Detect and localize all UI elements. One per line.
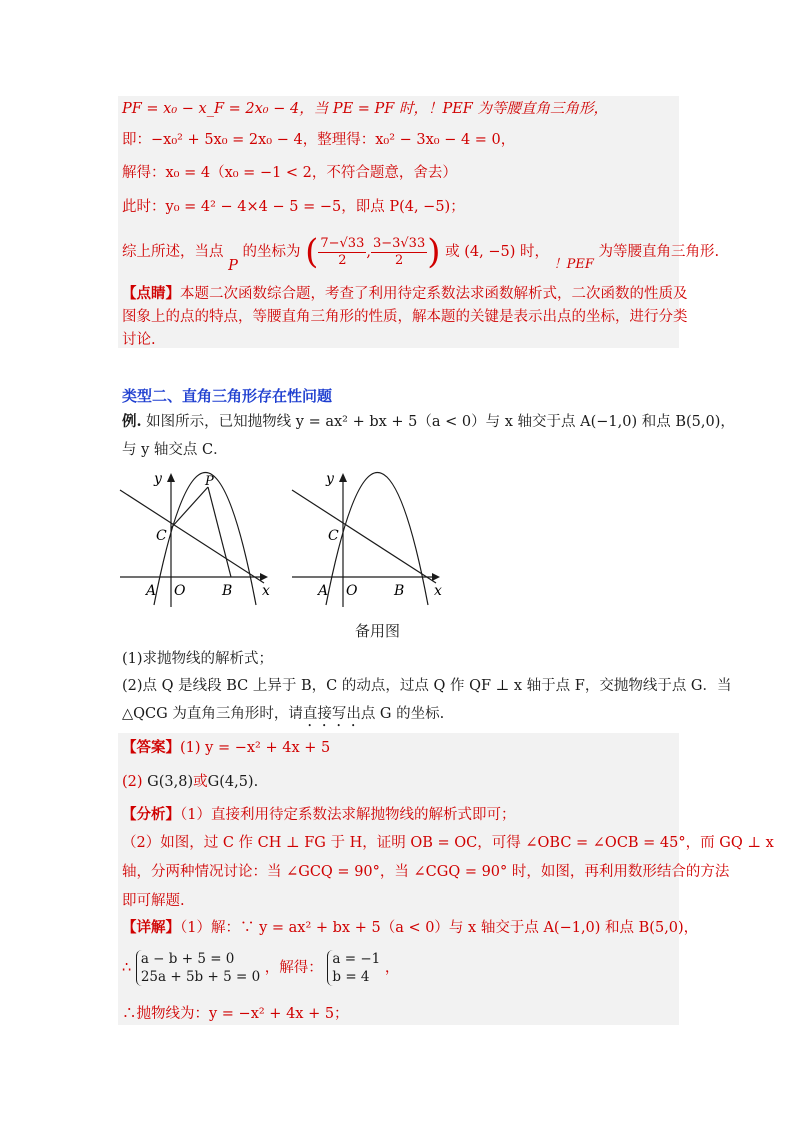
parabola-figure-backup	[290, 465, 450, 610]
question-2-text-a: △QCG 为直角三角形时，请	[122, 706, 303, 722]
example-label: 例.	[122, 413, 142, 430]
solution-line-4: 此时：y₀ = 4² − 4×4 − 5 = −5，即点 P(4, −5)；	[122, 199, 465, 215]
right-paren: )	[427, 232, 441, 272]
point-b: B	[222, 583, 233, 599]
x-axis-arrow	[260, 573, 268, 581]
analysis-label: 【分析】	[122, 806, 180, 823]
answer-line-1	[122, 739, 330, 757]
emphasis-text: 直接写出	[302, 706, 361, 722]
fraction-1-denominator: 2	[338, 252, 347, 268]
analysis-line-4: 即可解题.	[122, 893, 185, 909]
parabola-curve	[326, 473, 428, 606]
analysis-line-3: 轴，分两种情况讨论：当 ∠GCQ = 90°，当 ∠CGQ = 90° 时，如图，再利用数形结合的方法	[122, 864, 730, 880]
point-p: P	[205, 474, 214, 489]
point-p-label: P	[228, 258, 238, 274]
origin-o: O	[346, 583, 358, 599]
comma: ,	[366, 244, 371, 260]
detail-text-1: （1）解：∵ y = ax² + bx + 5（a < 0）与 x 轴交于点 A(−1,0) 和点 B(5,0)，	[180, 920, 699, 936]
question-2-line-2	[122, 705, 444, 730]
problem-line-1	[122, 413, 735, 431]
x-axis-label: x	[262, 583, 270, 599]
x-axis-arrow	[432, 573, 440, 581]
note-text-1: 本题二次函数综合题，考查了利用待定系数法求函数解析式，二次函数的性质及	[180, 286, 688, 302]
conclusion-point-2: (4, −5)	[464, 244, 516, 260]
point-a: A	[318, 583, 329, 599]
parabola-curve	[154, 473, 256, 606]
point-b: B	[394, 583, 405, 599]
system-2-eq-2: b = 4	[332, 969, 370, 985]
equation-system-2	[327, 950, 380, 986]
conclusion-text-e: 时，	[519, 244, 549, 260]
equation-system-1	[136, 950, 260, 986]
y-axis-label: y	[154, 471, 162, 487]
detail-line-3: ∴抛物线为：y = −x² + 4x + 5；	[122, 1006, 349, 1022]
answer-part-1: (1) y = −x² + 4x + 5	[180, 740, 331, 756]
solution-line-2: 即：−x₀² + 5x₀ = 2x₀ − 4，整理得：x₀² − 3x₀ − 4 = 0，	[122, 132, 516, 148]
detail-label: 【详解】	[122, 919, 180, 936]
y-axis-arrow	[167, 473, 175, 482]
answer-period: .	[253, 774, 259, 790]
system-1-eq-1: a − b + 5 = 0	[140, 951, 235, 967]
segment-cp	[171, 487, 208, 528]
segment-pb	[208, 487, 231, 577]
note-line-1	[122, 285, 688, 303]
solve-text: ，解得：	[264, 960, 323, 976]
detail-comma: ，	[384, 960, 400, 976]
fraction-2-denominator: 2	[394, 252, 404, 268]
triangle-label: ！PEF	[553, 257, 594, 272]
y-axis-arrow	[339, 473, 347, 482]
analysis-text-1: （1）直接利用待定系数法求解抛物线的解析式即可；	[180, 807, 516, 823]
fraction-1-numerator: 7−√33	[320, 235, 365, 251]
answer-part-2-prefix: (2)	[122, 774, 148, 790]
detail-line-1	[122, 919, 698, 937]
detail-line-2	[122, 950, 399, 992]
problem-line-2: 与 y 轴交点 C．	[122, 442, 228, 458]
point-a: A	[146, 583, 157, 599]
conclusion-or: 或	[445, 244, 460, 260]
fraction-2-numerator: 3−3√33	[372, 235, 426, 251]
problem-text-1: 如图所示，已知抛物线 y = ax² + bx + 5（a < 0）与 x 轴交于点 A(−1,0) 和点 B(5,0)，	[146, 414, 735, 430]
analysis-line-1	[122, 806, 515, 824]
fraction-1	[318, 236, 366, 269]
question-2-text-b: 点 G 的坐标.	[360, 706, 445, 722]
y-axis-label: y	[326, 471, 334, 487]
therefore-symbol: ∴	[122, 960, 132, 976]
conclusion-text-a: 综上所述，当点	[122, 244, 224, 260]
answer-label: 【答案】	[122, 739, 180, 756]
system-1-eq-2: 25a + 5b + 5 = 0	[140, 969, 261, 985]
analysis-line-2: （2）如图，过 C 作 CH ⊥ FG 于 H，证明 OB = OC，可得 ∠OBC = ∠OCB = 45°，而 GQ ⊥ x	[122, 835, 774, 851]
conclusion-text-b: 的坐标为	[242, 244, 301, 260]
solution-line-3: 解得：x₀ = 4（x₀ = −1 < 2，不符合题意，舍去）	[122, 165, 457, 181]
system-2-eq-1: a = −1	[332, 951, 381, 967]
left-paren: (	[305, 232, 319, 272]
question-2-line-1: (2)点 Q 是线段 BC 上异于 B，C 的动点，过点 Q 作 QF ⊥ x 轴于点 F，交抛物线于点 G．当	[122, 678, 732, 694]
line-bc	[292, 490, 436, 583]
parabola-figure-main	[118, 465, 278, 610]
section-heading: 类型二、直角三角形存在性问题	[122, 387, 333, 405]
question-1: (1)求抛物线的解析式；	[122, 651, 274, 667]
answer-point-1: G(3,8)	[147, 774, 194, 790]
note-label: 【点睛】	[122, 285, 180, 302]
fraction-2	[371, 236, 427, 269]
note-line-2: 图象上的点的特点，等腰直角三角形的性质，解本题的关键是表示出点的坐标，进行分类	[122, 309, 688, 325]
answer-line-2	[122, 773, 258, 791]
answer-or: 或	[193, 774, 208, 790]
solution-conclusion	[122, 230, 719, 274]
solution-line-1: PF = x₀ − x_F = 2x₀ − 4，当 PE = PF 时，！PEF 为等腰直角三角形，	[122, 101, 608, 117]
point-c: C	[156, 528, 167, 544]
figure-caption: 备用图	[355, 622, 401, 640]
x-axis-label: x	[434, 583, 442, 599]
origin-o: O	[174, 583, 186, 599]
conclusion-text-f: 为等腰直角三角形.	[598, 244, 720, 260]
point-c: C	[328, 528, 339, 544]
note-line-3: 讨论.	[122, 332, 156, 348]
answer-point-2: G(4,5)	[207, 774, 254, 790]
